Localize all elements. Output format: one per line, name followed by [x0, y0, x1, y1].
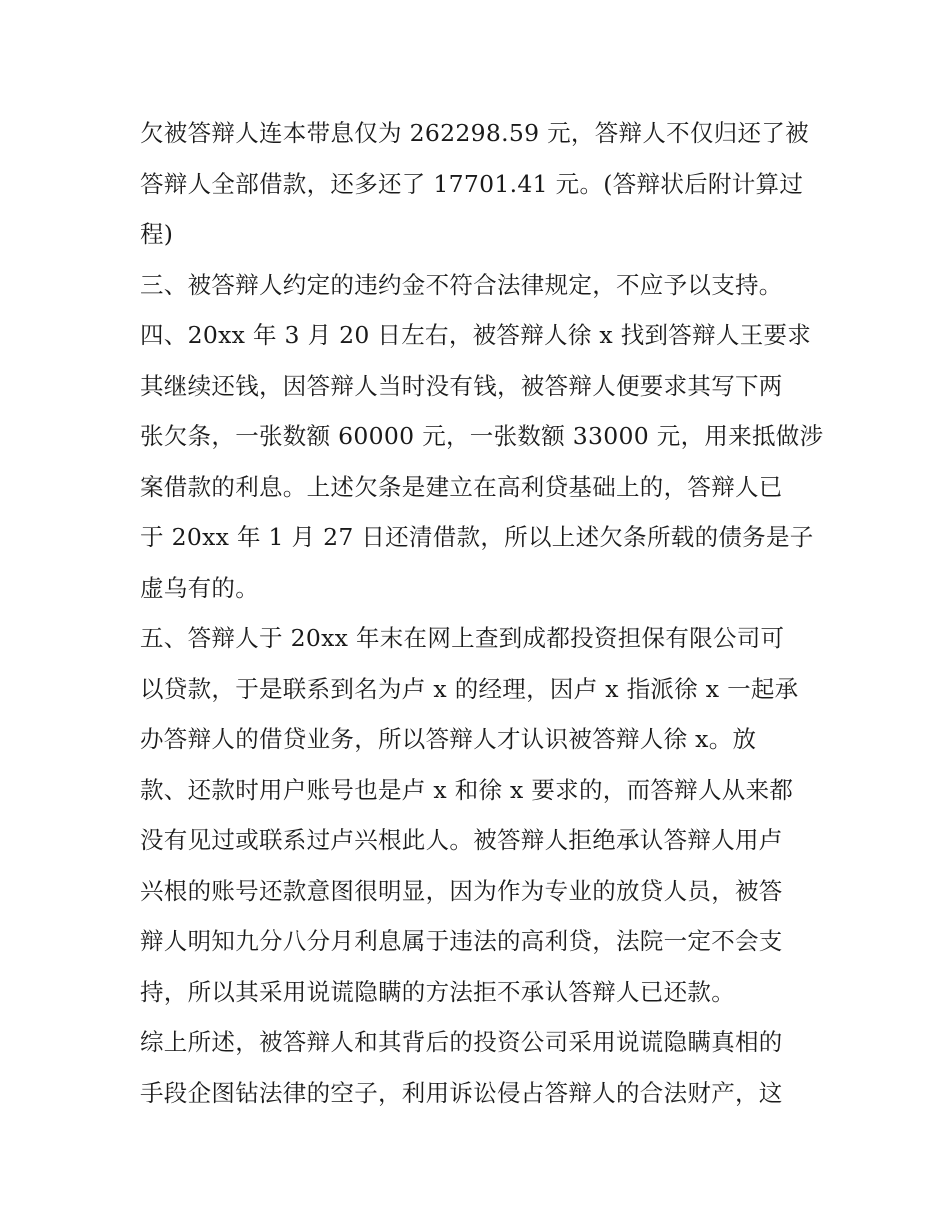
text-line: 综上所述，被答辩人和其背后的投资公司采用说谎隐瞒真相的: [140, 1028, 783, 1056]
text-line: 没有见过或联系过卢兴根此人。被答辩人拒绝承认答辩人用卢: [140, 826, 783, 854]
text-line: 其继续还钱，因答辩人当时没有钱，被答辩人便要求其写下两: [140, 371, 783, 400]
text-line: 答辩人全部借款，还多还了 17701.41 元。(答辩状后附计算过: [140, 169, 804, 198]
text-line: 兴根的账号还款意图很明显，因为作为专业的放贷人员，被答: [140, 876, 783, 905]
text-line: 张欠条，一张数额 60000 元，一张数额 33000 元，用来抵做涉: [140, 422, 824, 450]
text-line: 办答辩人的借贷业务，所以答辩人才认识被答辩人徐 x。放: [140, 725, 757, 753]
text-line: 案借款的利息。上述欠条是建立在高利贷基础上的，答辩人已: [140, 472, 783, 501]
text-line: 程): [140, 220, 174, 248]
text-line: 辩人明知九分八分月利息属于违法的高利贷，法院一定不会支: [140, 927, 783, 955]
text-line: 五、答辩人于 20xx 年末在网上查到成都投资担保有限公司可: [140, 624, 785, 652]
text-line: 以贷款，于是联系到名为卢 x 的经理，因卢 x 指派徐 x 一起承: [140, 674, 799, 703]
text-line: 持，所以其采用说谎隐瞒的方法拒不承认答辩人已还款。: [140, 977, 735, 1006]
text-line: 手段企图钻法律的空子，利用诉讼侵占答辩人的合法财产，这: [140, 1078, 783, 1107]
document-body: [140, 108, 824, 1118]
text-line: 三、被答辩人约定的违约金不符合法律规定，不应予以支持。: [140, 270, 783, 299]
text-line: 虚乌有的。: [140, 573, 259, 602]
text-line: 款、还款时用户账号也是卢 x 和徐 x 要求的，而答辩人从来都: [140, 775, 794, 804]
text-line: 于 20xx 年 1 月 27 日还清借款，所以上述欠条所载的债务是子: [140, 523, 814, 551]
text-line: 四、20xx 年 3 月 20 日左右，被答辩人徐 x 找到答辩人王要求: [140, 321, 812, 349]
text-line: 欠被答辩人连本带息仅为 262298.59 元，答辩人不仅归还了被: [140, 119, 809, 147]
